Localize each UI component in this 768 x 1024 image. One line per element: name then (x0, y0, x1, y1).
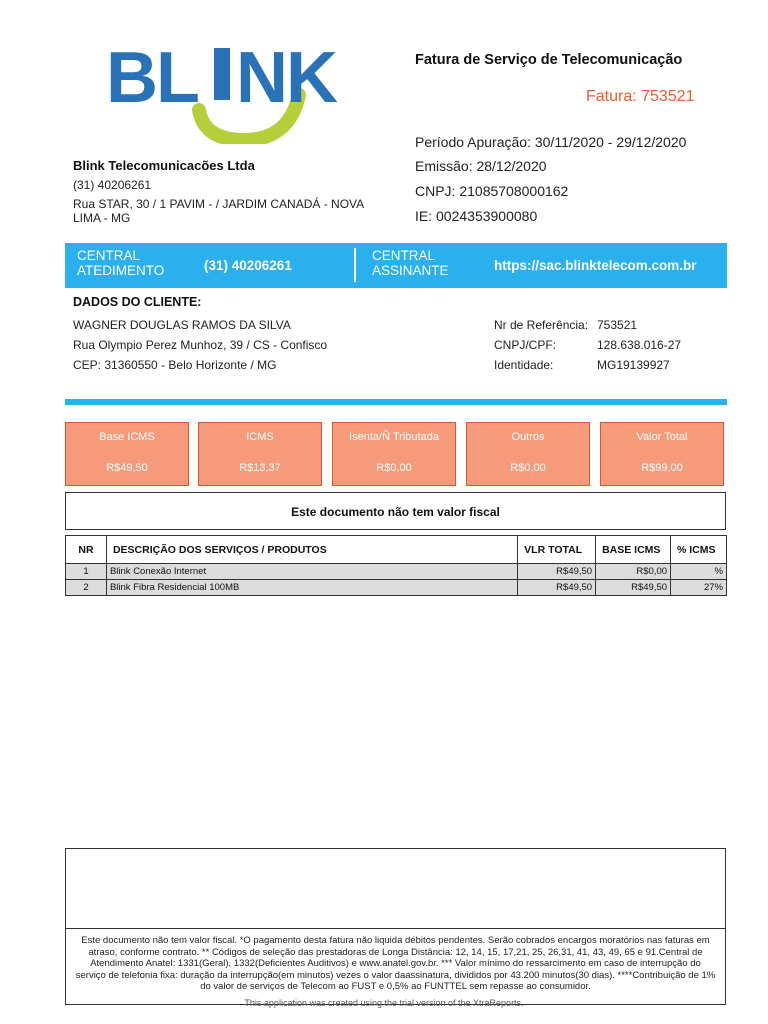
total-box-base-icms: Base ICMS R$49,50 (65, 422, 189, 486)
services-table (65, 535, 727, 596)
svg-text:BL: BL (106, 40, 198, 118)
table-row (66, 564, 727, 580)
row-description: Blink Fibra Residencial 100MB (106, 580, 517, 596)
header-base-icms: BASE ICMS (596, 536, 671, 564)
row-nr: 2 (66, 580, 107, 596)
reference-value: 753521 (597, 318, 638, 332)
client-street: Rua Olympio Perez Munhoz, 39 / CS - Confisco (73, 338, 328, 352)
ie-line: IE: 0024353900080 (415, 208, 538, 224)
total-box-isenta: Isenta/Ñ Tributada R$0,00 (332, 422, 456, 486)
fiscal-notice: Este documento não tem valor fiscal (65, 492, 726, 530)
contact-band (65, 243, 727, 288)
footer-divider (65, 928, 726, 929)
header-vlr-total: VLR TOTAL (518, 536, 596, 564)
cnpj-line: CNPJ: 21085708000162 (415, 183, 569, 199)
total-box-icms: ICMS R$13,37 (198, 422, 322, 486)
central-assinante-label: CENTRAL ASSINANTE (372, 248, 449, 278)
row-vlr-total: R$49,50 (518, 580, 596, 596)
band-divider (354, 248, 356, 282)
cpf-label: CNPJ/CPF: (494, 338, 557, 352)
invoice-number: Fatura: 753521 (586, 88, 695, 105)
section-divider (65, 399, 727, 405)
row-base-icms: R$49,50 (596, 580, 671, 596)
central-atendimento-label: CENTRAL ATEDIMENTO (77, 248, 165, 278)
blink-logo (104, 40, 364, 144)
cpf-value: 128.638.016-27 (597, 338, 682, 352)
period-line: Período Apuração: 30/11/2020 - 29/12/2020 (415, 134, 687, 150)
table-row (66, 580, 727, 596)
identity-value: MG19139927 (597, 358, 670, 372)
client-city: CEP: 31360550 - Belo Horizonte / MG (73, 358, 277, 372)
row-vlr-total: R$49,50 (518, 564, 596, 580)
row-base-icms: R$0,00 (596, 564, 671, 580)
table-header-row (66, 536, 727, 564)
header-pct-icms: % ICMS (671, 536, 727, 564)
client-name: WAGNER DOUGLAS RAMOS DA SILVA (73, 318, 291, 332)
company-name: Blink Telecomunicacões Ltda (73, 158, 255, 173)
row-pct-icms: % (671, 564, 727, 580)
issue-date: Emissão: 28/12/2020 (415, 158, 547, 174)
svg-text:NK: NK (236, 40, 336, 118)
row-nr: 1 (66, 564, 107, 580)
company-phone: (31) 40206261 (73, 178, 152, 192)
total-box-outros: Outros R$0,00 (466, 422, 590, 486)
document-title: Fatura de Serviço de Telecomunicação (415, 52, 683, 68)
header-nr: NR (66, 536, 107, 564)
client-heading: DADOS DO CLIENTE: (73, 295, 202, 309)
reference-label: Nr de Referência: (494, 318, 589, 332)
row-pct-icms: 27% (671, 580, 727, 596)
trial-watermark: This application was created using the trial version of the XtraReports. (244, 998, 524, 1008)
row-description: Blink Conexão Internet (106, 564, 517, 580)
header-description: DESCRIÇÃO DOS SERVIÇOS / PRODUTOS (106, 536, 517, 564)
total-box-valor-total: Valor Total R$99,00 (600, 422, 724, 486)
company-address: Rua STAR, 30 / 1 PAVIM - / JARDIM CANADÁ - NOVA LIMA - MG (73, 197, 364, 225)
legal-text: Este documento não tem valor fiscal. *O pagamento desta fatura não liquida débitos pendentes. Serão cobrados encargos moratórios nas faturas em atraso, conforme contrato. ** Códigos de seleção das prestadoras de Longa Distância: 12, 14, 15, 17,21, 25, 26,31, 41, 43, 49, 65 e 91.Central de Atendimento Anatel: 1331(Geral), 1332(Deficientes Auditivos) e www.anatel.gov.br. *** Valor mínimo do ressarcimento em caso de interrupção do serviço de telefonia fixa: duração da interrupção(em minutos) vezes o valor daassinatura, divididos por 43.200 minutos(30 dias). ****Contribuição de 1% do valor de serviços de Telecom ao FUST e 0,5% ao FUNTTEL sem repasse ao consumidor. (75, 935, 716, 992)
identity-label: Identidade: (494, 358, 554, 372)
central-assinante-url[interactable]: https://sac.blinktelecom.com.br (494, 258, 697, 273)
central-atendimento-phone: (31) 40206261 (204, 258, 292, 273)
